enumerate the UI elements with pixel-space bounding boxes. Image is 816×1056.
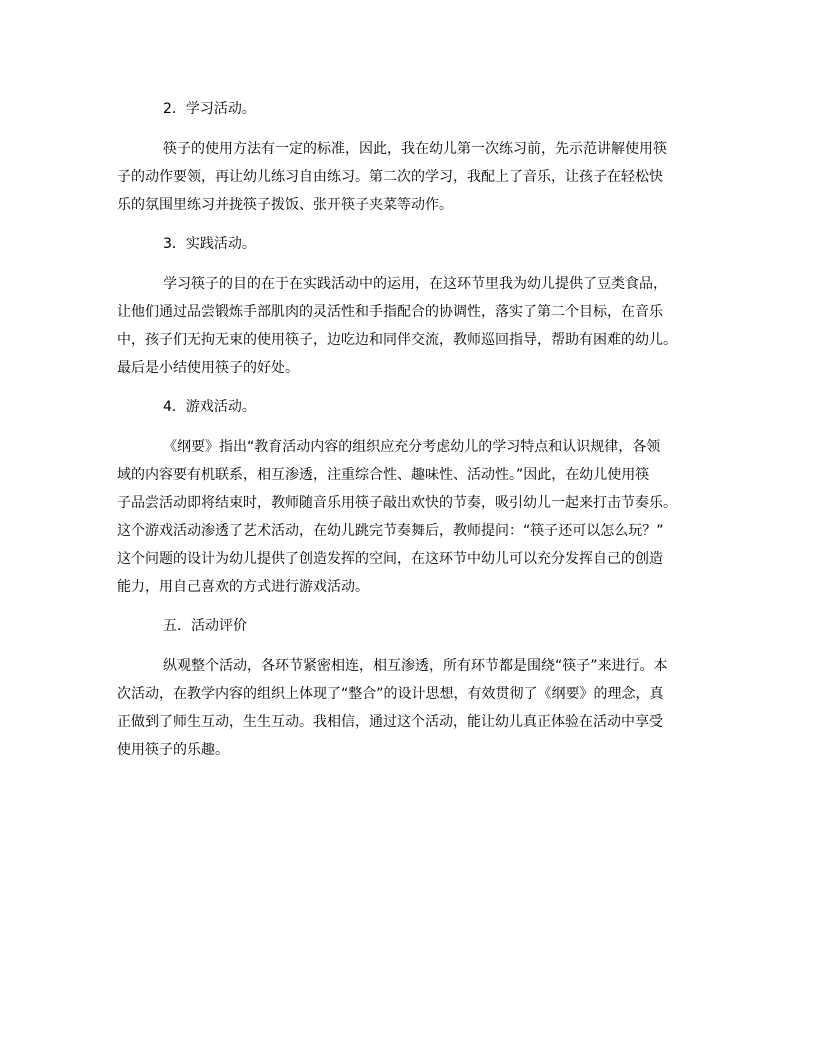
paragraph-line: 子品尝活动即将结束时，教师随音乐用筷子敲出欢快的节奏，吸引幼儿一起来打击节奏乐。 (117, 495, 677, 511)
section-paragraph-evaluation (117, 652, 702, 764)
paragraph-line: 使用筷子的乐趣。 (117, 742, 229, 758)
paragraph-line: 乐的氛围里练习并拢筷子拨饭、张开筷子夹菜等动作。 (117, 197, 453, 213)
paragraph-line: 这个游戏活动渗透了艺术活动，在幼儿跳完节奏舞后，教师提问：“筷子还可以怎么玩？” (117, 523, 664, 539)
paragraph-line: 最后是小结使用筷子的好处。 (117, 360, 299, 376)
section-paragraph-learning (117, 135, 702, 219)
document-body (117, 93, 702, 764)
paragraph-line: 中，孩子们无拘无束的使用筷子，边吃边和同伴交流，教师巡回指导，帮助有困难的幼儿。 (117, 332, 677, 348)
section-paragraph-practice (117, 270, 702, 382)
paragraph-line: 能力，用自己喜欢的方式进行游戏活动。 (117, 579, 369, 595)
paragraph-line: 子的动作要领，再让幼儿练习自由练习。第二次的学习，我配上了音乐，让孩子在轻松快 (117, 169, 663, 185)
paragraph-line: 《纲要》指出“教育活动内容的组织应充分考虑幼儿的学习特点和认识规律，各领 (163, 439, 661, 455)
section-heading-learning: 2．学习活动。 (163, 101, 256, 117)
section-paragraph-game (117, 433, 702, 601)
paragraph-line: 域的内容要有机联系，相互渗透，注重综合性、趣味性、活动性。”因此，在幼儿使用筷 (117, 467, 650, 483)
section-heading-evaluation: 五．活动评价 (163, 618, 247, 634)
paragraph-line: 次活动，在教学内容的组织上体现了“整合”的设计思想，有效贯彻了《纲要》的理念，真 (117, 686, 664, 702)
paragraph-line: 筷子的使用方法有一定的标准，因此，我在幼儿第一次练习前，先示范讲解使用筷 (163, 141, 667, 157)
paragraph-line: 正做到了师生互动，生生互动。我相信，通过这个活动，能让幼儿真正体验在活动中享受 (117, 714, 663, 730)
paragraph-line: 这个问题的设计为幼儿提供了创造发挥的空间，在这环节中幼儿可以充分发挥自己的创造 (117, 551, 663, 567)
paragraph-line: 纵观整个活动，各环节紧密相连，相互渗透，所有环节都是围绕“筷子”来进行。本 (163, 658, 668, 674)
paragraph-line: 学习筷子的目的在于在实践活动中的运用，在这环节里我为幼儿提供了豆类食品， (163, 276, 667, 292)
section-heading-game: 4．游戏活动。 (163, 399, 256, 415)
paragraph-line: 让他们通过品尝锻炼手部肌肉的灵活性和手指配合的协调性，落实了第二个目标，在音乐 (117, 304, 663, 320)
section-heading-practice: 3．实践活动。 (163, 236, 256, 252)
